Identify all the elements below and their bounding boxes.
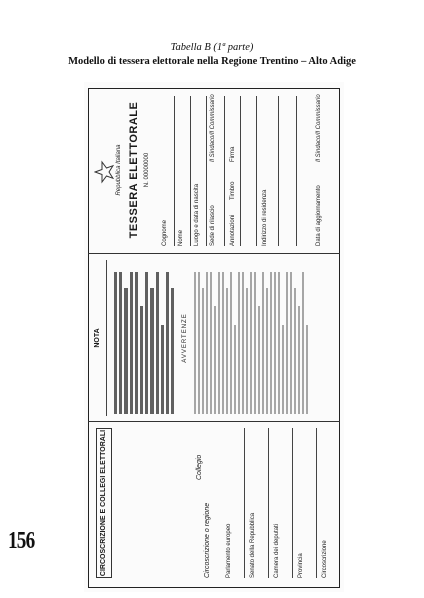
republic-emblem [94, 160, 114, 184]
col-circoscrizione-label: Circoscrizione o regione [204, 502, 211, 578]
field-label: Sede di rilascio [210, 205, 216, 246]
field-rule [174, 96, 175, 246]
nota-text-block [112, 260, 176, 414]
panel-divider-2 [88, 253, 340, 254]
avvertenze-text-block [192, 260, 310, 414]
row-label: Provincia [298, 553, 304, 578]
row-label: Camera dei deputati [274, 523, 280, 578]
electoral-card-scan [84, 82, 344, 592]
table-col-label: Firma [230, 146, 236, 162]
row-rule [316, 428, 317, 578]
panel-divider-1 [88, 421, 340, 422]
nota-rule [106, 260, 107, 416]
avvertenze-title: AVVERTENZE [182, 313, 188, 363]
row-label: Circoscrizione [322, 540, 328, 578]
table-col-label: Annotazioni [230, 214, 236, 246]
field-rule [206, 96, 207, 246]
table-rule [296, 96, 297, 246]
electoral-card [84, 82, 344, 592]
table-rule [240, 96, 241, 246]
field-label: Indirizzo di residenza [262, 189, 268, 246]
row-rule [268, 428, 269, 578]
caption-subtitle: Modello di tessera elettorale nella Regione Trentino – Alto Adige [68, 56, 356, 67]
republic-label: Repubblica Italiana [116, 144, 122, 196]
table-rule [278, 96, 279, 246]
col-collegio-label: Collegio [196, 454, 203, 480]
field-label: Luogo e data di nascita [194, 183, 200, 246]
row-label: Senato della Repubblica [250, 512, 256, 578]
official-signature-label: Il Sindaco/Il Commissario [316, 94, 322, 162]
row-rule [292, 428, 293, 578]
page-number: 156 [8, 528, 35, 554]
row-label: Parlamento europeo [226, 523, 232, 578]
field-label: Data di aggiornamento [316, 185, 322, 246]
table-rule [256, 96, 257, 246]
card-number: N. 00000000 [144, 152, 150, 188]
table-col-label: Timbro [230, 181, 236, 200]
card-title: TESSERA ELETTORALE [128, 101, 140, 239]
section-rule [224, 96, 225, 246]
row-rule [244, 428, 245, 578]
field-rule [190, 96, 191, 246]
nota-title: NOTA [94, 328, 101, 348]
circoscrizione-header: CIRCOSCRIZIONE E COLLEGI ELETTORALI [96, 428, 112, 578]
caption-title: Tabella B (1ª parte) [170, 42, 254, 53]
field-label: Nome [178, 229, 184, 246]
official-signature-label: Il Sindaco/Il Commissario [210, 94, 216, 162]
field-label: Cognome [162, 219, 168, 246]
